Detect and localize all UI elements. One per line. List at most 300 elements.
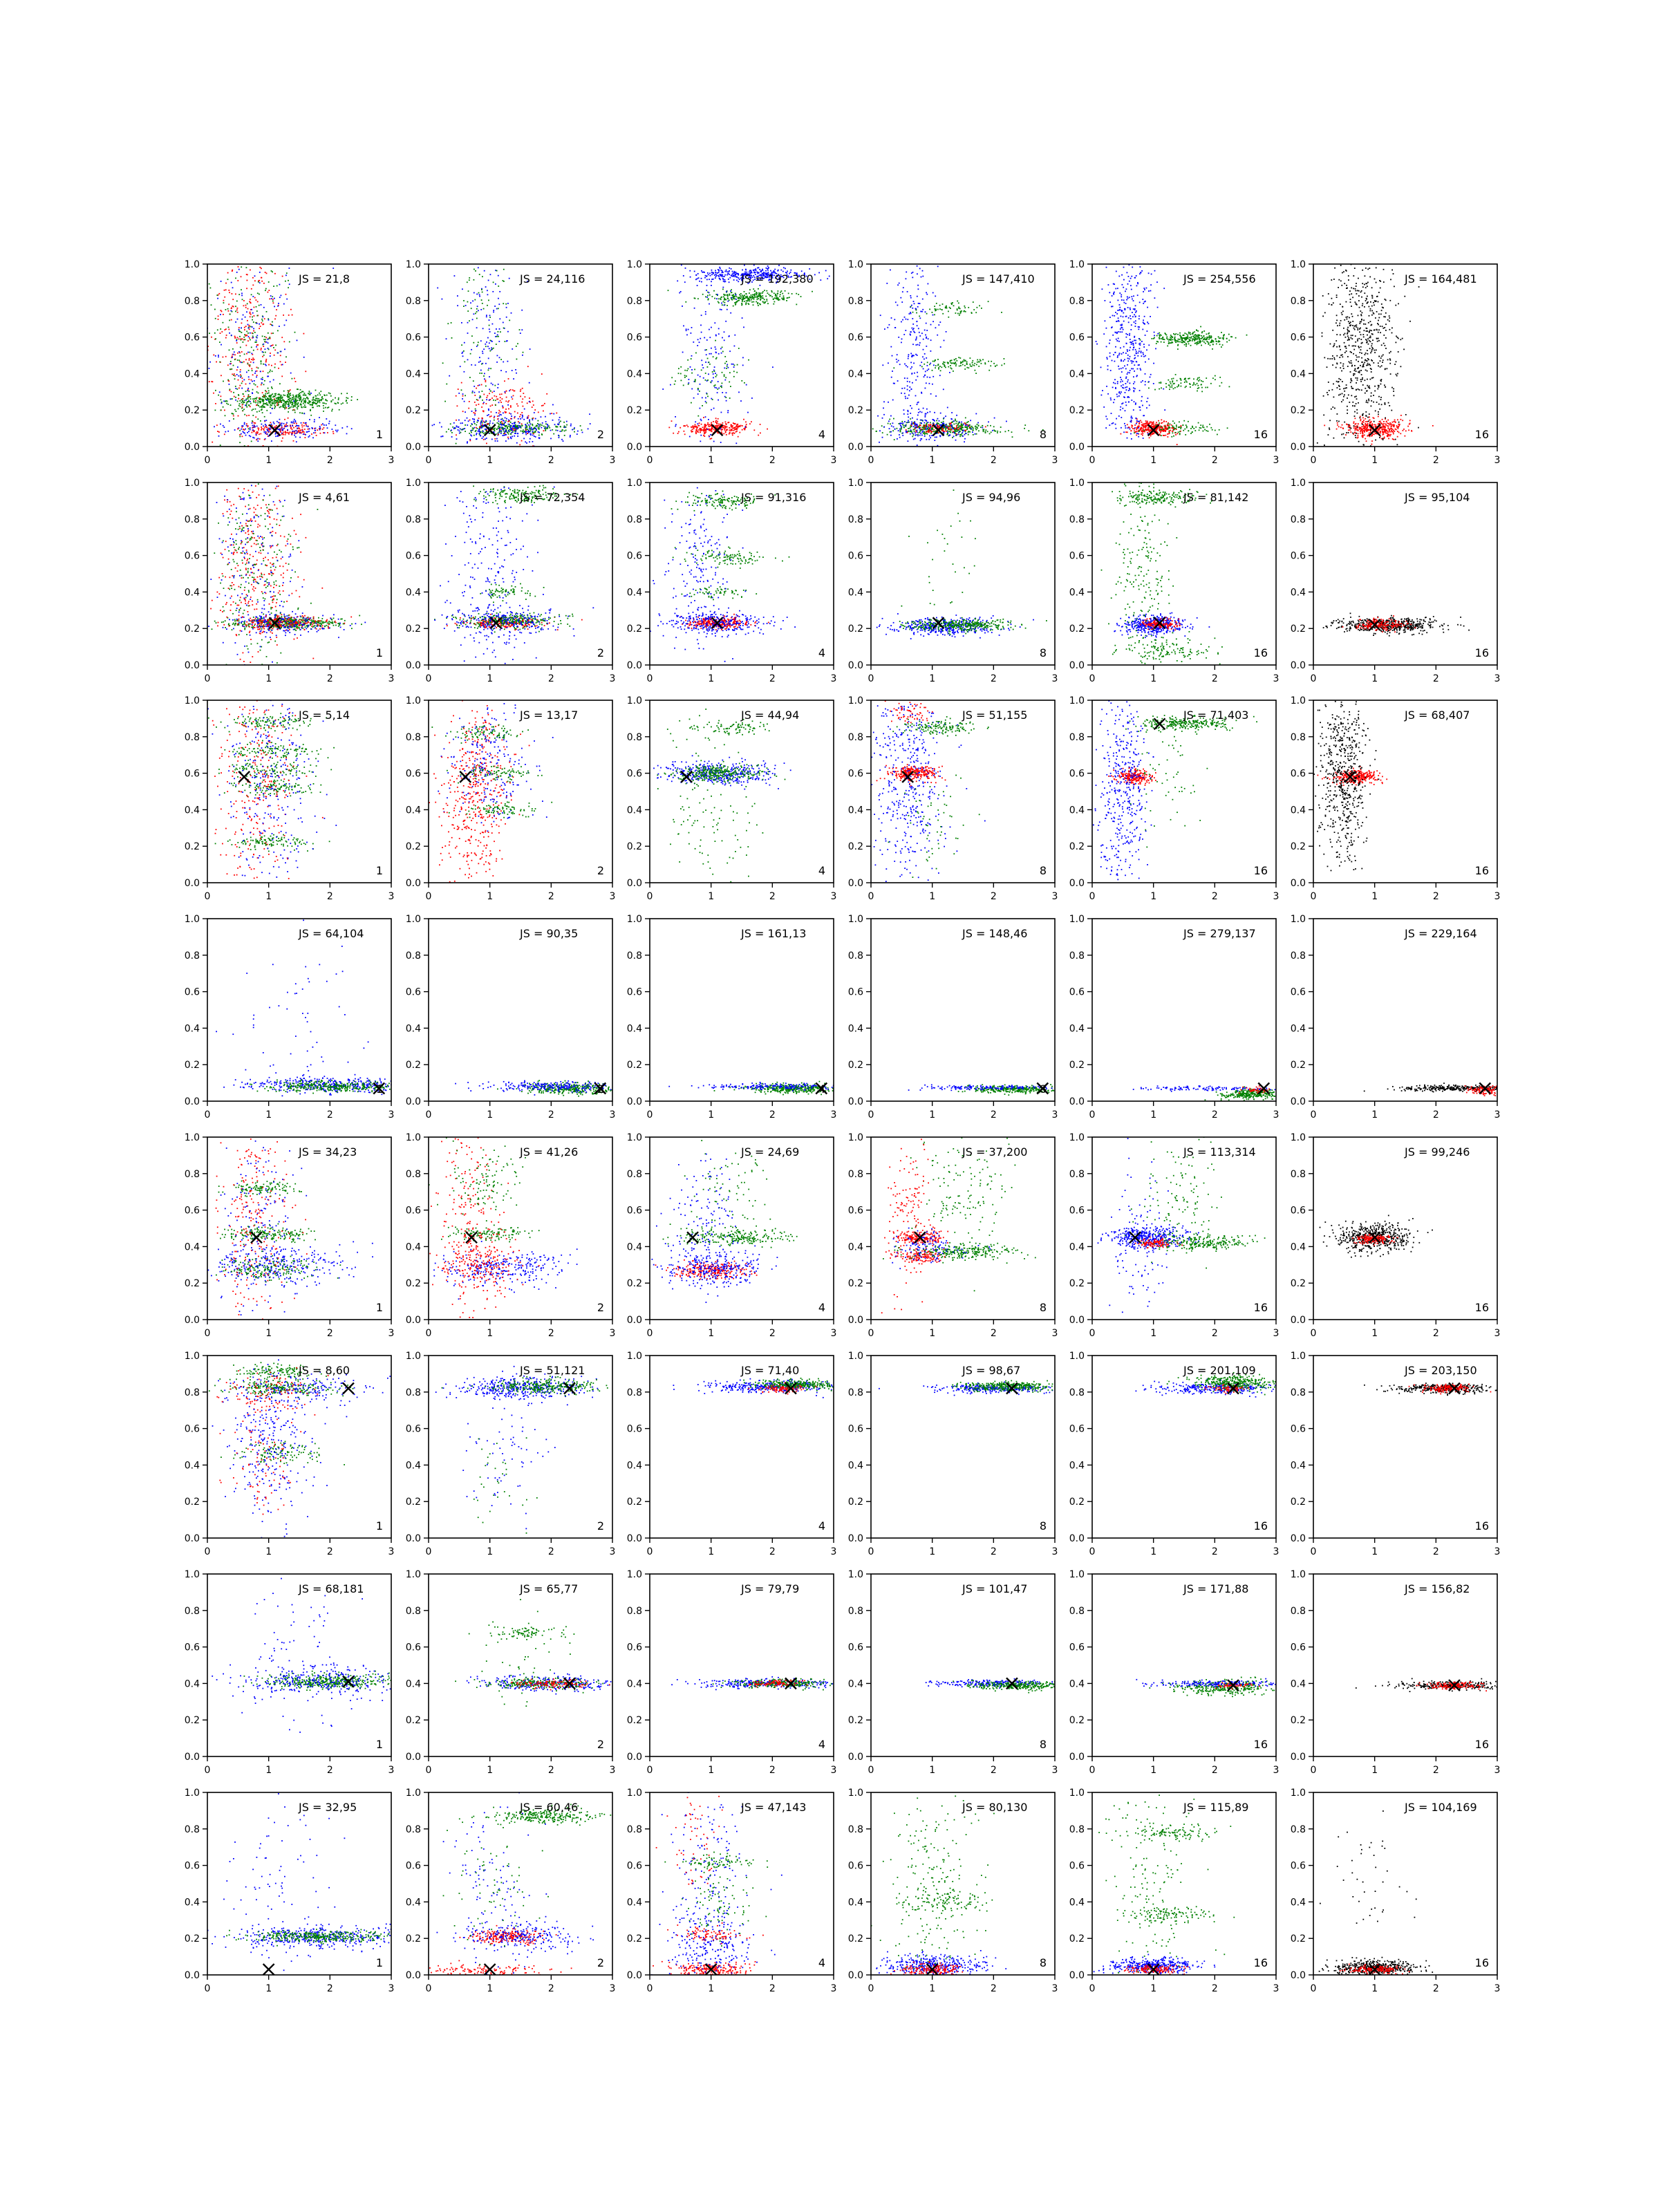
scatter-point <box>256 439 257 440</box>
scatter-point <box>730 386 731 387</box>
scatter-point <box>1132 427 1133 428</box>
scatter-point <box>214 332 216 334</box>
scatter-point <box>324 424 325 426</box>
scatter-point <box>950 361 951 362</box>
scatter-point <box>250 401 251 402</box>
scatter-point <box>951 363 953 364</box>
scatter-point <box>268 393 270 394</box>
scatter-point <box>964 368 966 370</box>
scatter-point <box>479 433 480 434</box>
scatter-point <box>517 433 518 435</box>
scatter-point <box>233 418 234 420</box>
scatter-point <box>695 274 697 276</box>
scatter-point <box>684 370 686 371</box>
scatter-point <box>736 429 738 430</box>
scatter-point <box>503 328 505 329</box>
scatter-point <box>711 438 712 439</box>
scatter-point <box>290 401 292 402</box>
scatter-point <box>697 427 698 428</box>
scatter-point <box>491 392 493 393</box>
scatter-point <box>270 422 272 423</box>
scatter-point <box>317 402 318 403</box>
scatter-point <box>515 369 516 371</box>
scatter-point <box>926 330 928 331</box>
scatter-point <box>485 420 487 422</box>
scatter-point <box>288 399 290 400</box>
scatter-point <box>901 423 902 424</box>
scatter-point <box>887 327 888 328</box>
scatter-point <box>904 364 906 365</box>
scatter-point <box>957 424 959 425</box>
scatter-point <box>662 388 664 390</box>
scatter-point <box>702 272 703 273</box>
scatter-point <box>544 403 545 404</box>
scatter-point <box>894 319 895 320</box>
scatter-point <box>246 288 247 289</box>
scatter-point <box>256 323 258 324</box>
scatter-point <box>321 396 323 397</box>
scatter-point <box>481 373 482 374</box>
scatter-point <box>500 397 501 398</box>
scatter-point <box>545 423 547 424</box>
scatter-point <box>448 429 449 430</box>
scatter-point <box>294 332 296 333</box>
scatter-point <box>333 433 335 434</box>
scatter-point <box>921 412 923 413</box>
scatter-point <box>706 402 707 404</box>
scatter-point <box>254 341 256 343</box>
scatter-point <box>691 332 692 334</box>
scatter-point <box>247 398 249 400</box>
scatter-point <box>263 307 265 308</box>
scatter-point <box>248 328 250 329</box>
scatter-point <box>721 429 722 431</box>
scatter-point <box>932 315 934 316</box>
scatter-point <box>285 404 286 406</box>
scatter-point <box>722 274 723 276</box>
scatter-point <box>890 435 892 436</box>
scatter-point <box>520 332 521 334</box>
scatter-point <box>700 384 701 385</box>
scatter-point <box>979 305 980 306</box>
scatter-point <box>538 429 540 430</box>
scatter-point <box>464 401 465 402</box>
scatter-point <box>245 359 247 360</box>
scatter-point <box>546 393 547 395</box>
scatter-point <box>525 424 527 425</box>
scatter-point <box>566 424 568 426</box>
scatter-point <box>958 426 959 427</box>
scatter-point <box>237 401 238 402</box>
scatter-point <box>955 358 957 359</box>
scatter-point <box>910 418 911 420</box>
scatter-point <box>338 399 339 400</box>
scatter-point <box>724 331 725 332</box>
scatter-point <box>276 421 278 422</box>
scatter-point <box>970 357 971 359</box>
scatter-point <box>293 399 294 400</box>
scatter-point <box>918 303 919 304</box>
scatter-point <box>478 391 480 393</box>
scatter-point <box>907 366 908 368</box>
scatter-point <box>235 397 236 398</box>
scatter-point <box>248 404 250 406</box>
scatter-point <box>985 431 986 433</box>
scatter-point <box>234 354 236 355</box>
scatter-point <box>292 406 294 408</box>
scatter-point <box>679 427 681 429</box>
scatter-point <box>684 433 686 435</box>
scatter-point <box>783 299 785 301</box>
scatter-point <box>220 424 221 425</box>
scatter-point <box>516 425 518 427</box>
scatter-point <box>310 394 311 395</box>
scatter-point <box>292 425 293 427</box>
scatter-point <box>259 282 261 283</box>
scatter-point <box>252 389 254 391</box>
scatter-point <box>682 306 683 307</box>
scatter-point <box>733 298 735 299</box>
scatter-point <box>500 431 502 433</box>
scatter-point <box>978 430 980 431</box>
scatter-point <box>907 413 908 415</box>
scatter-point <box>890 431 891 433</box>
scatter-point <box>274 355 275 356</box>
scatter-point <box>891 317 892 319</box>
scatter-point <box>910 295 911 297</box>
scatter-point <box>886 283 888 284</box>
scatter-point <box>247 340 249 341</box>
scatter-point <box>237 308 238 309</box>
scatter-point <box>916 312 917 314</box>
scatter-point <box>911 423 912 424</box>
x-tick-label: 1 <box>708 455 714 466</box>
scatter-point <box>305 402 306 403</box>
scatter-point <box>271 386 272 388</box>
scatter-point <box>908 422 909 423</box>
scatter-point <box>697 393 699 395</box>
scatter-point <box>927 365 928 366</box>
scatter-point <box>798 294 799 295</box>
scatter-point <box>252 370 253 371</box>
scatter-point <box>929 377 930 378</box>
scatter-point <box>273 422 274 423</box>
scatter-point <box>987 425 988 427</box>
scatter-point <box>482 391 483 392</box>
scatter-point <box>686 330 687 331</box>
scatter-point <box>317 400 319 401</box>
scatter-point <box>908 395 910 396</box>
scatter-point <box>527 366 529 367</box>
scatter-point <box>514 411 516 413</box>
scatter-point <box>708 299 709 301</box>
scatter-point <box>285 274 287 276</box>
scatter-point <box>726 361 727 362</box>
scatter-point <box>956 415 957 416</box>
scatter-point <box>932 384 933 385</box>
scatter-point <box>310 415 312 416</box>
scatter-point <box>251 288 252 290</box>
scatter-point <box>724 368 725 369</box>
scatter-point <box>269 337 270 338</box>
scatter-point <box>958 433 959 435</box>
scatter-point <box>694 308 695 309</box>
scatter-point <box>958 308 959 309</box>
scatter-point <box>502 423 503 424</box>
scatter-point <box>697 278 698 279</box>
scatter-point <box>265 396 267 397</box>
scatter-point <box>256 411 258 413</box>
scatter-point <box>729 294 730 295</box>
scatter-point <box>256 391 258 393</box>
scatter-point <box>235 321 236 323</box>
scatter-point <box>938 367 939 368</box>
scatter-point <box>283 395 284 396</box>
scatter-point <box>496 433 497 435</box>
scatter-point <box>691 402 692 404</box>
scatter-point <box>946 308 948 309</box>
scatter-point <box>315 403 317 404</box>
scatter-point <box>729 277 731 279</box>
scatter-point <box>517 405 518 406</box>
scatter-point <box>563 422 565 423</box>
scatter-point <box>702 294 704 295</box>
scatter-point <box>955 362 956 363</box>
scatter-point <box>463 350 465 352</box>
scatter-point <box>726 427 727 428</box>
scatter-point <box>285 320 287 321</box>
scatter-point <box>921 438 922 440</box>
scatter-point <box>934 314 935 315</box>
scatter-point <box>248 376 250 377</box>
scatter-point <box>734 298 735 299</box>
scatter-point <box>474 427 475 429</box>
scatter-point <box>262 392 263 393</box>
scatter-point <box>312 402 313 403</box>
scatter-point <box>299 398 300 400</box>
scatter-point <box>981 363 982 364</box>
scatter-point <box>270 346 272 347</box>
scatter-point <box>908 422 910 423</box>
scatter-point <box>904 393 906 394</box>
scatter-point <box>557 424 559 425</box>
scatter-point <box>706 290 707 291</box>
scatter-point <box>898 430 899 431</box>
scatter-point <box>490 340 491 341</box>
scatter-point <box>477 306 478 307</box>
scatter-point <box>948 317 949 318</box>
scatter-point <box>285 294 287 295</box>
scatter-point <box>542 422 543 424</box>
scatter-point <box>919 316 920 317</box>
scatter-point <box>914 431 915 432</box>
scatter-point <box>265 393 266 395</box>
scatter-point <box>526 427 527 428</box>
scatter-point <box>725 427 727 429</box>
scatter-point <box>469 279 470 281</box>
scatter-point <box>269 371 270 373</box>
scatter-point <box>234 396 235 397</box>
scatter-point <box>566 421 568 422</box>
scatter-point <box>241 338 243 339</box>
scatter-point <box>257 438 259 440</box>
scatter-point <box>917 427 919 428</box>
scatter-point <box>247 432 248 433</box>
scatter-point <box>977 307 978 308</box>
scatter-point <box>236 340 237 341</box>
scatter-point <box>490 406 491 407</box>
scatter-point <box>308 403 310 404</box>
scatter-point <box>724 299 725 301</box>
scatter-point <box>951 412 953 413</box>
scatter-point <box>279 419 281 420</box>
scatter-point <box>213 355 214 356</box>
scatter-point <box>724 271 726 272</box>
scatter-point <box>745 422 747 423</box>
scatter-point <box>570 425 572 427</box>
scatter-point <box>697 273 699 274</box>
scatter-point <box>279 284 281 285</box>
scatter-point <box>910 388 912 390</box>
scatter-point <box>264 397 265 398</box>
scatter-point <box>952 437 953 438</box>
scatter-point <box>247 352 249 353</box>
scatter-point <box>245 345 247 346</box>
scatter-point <box>697 425 699 427</box>
scatter-point <box>997 431 998 432</box>
scatter-point <box>463 306 465 307</box>
scatter-point <box>476 346 478 347</box>
scatter-point <box>701 315 702 316</box>
scatter-point <box>472 429 474 431</box>
scatter-point <box>527 433 528 434</box>
scatter-point <box>982 359 984 360</box>
scatter-point <box>912 318 913 319</box>
scatter-point <box>994 418 995 419</box>
scatter-point <box>521 329 523 330</box>
scatter-point <box>301 422 302 424</box>
scatter-point <box>904 388 906 389</box>
scatter-point <box>477 428 478 429</box>
scatter-point <box>905 397 906 399</box>
scatter-point <box>678 368 679 369</box>
scatter-point <box>534 409 536 411</box>
scatter-point <box>944 362 946 364</box>
scatter-point <box>924 422 926 424</box>
scatter-point <box>505 420 507 422</box>
scatter-point <box>504 431 505 433</box>
scatter-point <box>331 411 332 412</box>
scatter-point <box>491 341 493 342</box>
scatter-point <box>766 299 767 300</box>
scatter-point <box>265 398 266 400</box>
scatter-point <box>528 415 529 417</box>
scatter-point <box>221 395 222 397</box>
scatter-point <box>562 429 563 431</box>
scatter-point <box>288 433 290 435</box>
scatter-point <box>1004 358 1005 359</box>
scatter-point <box>517 435 518 437</box>
scatter-point <box>929 364 930 365</box>
scatter-point <box>941 422 942 423</box>
scatter-point <box>487 395 488 397</box>
scatter-point <box>749 301 751 302</box>
scatter-point <box>902 424 903 425</box>
scatter-point <box>1134 431 1135 432</box>
scatter-point <box>499 328 500 330</box>
scatter-point <box>326 418 327 420</box>
scatter-point <box>232 348 234 350</box>
scatter-point <box>263 395 265 397</box>
scatter-point <box>717 426 718 427</box>
scatter-point <box>910 297 912 299</box>
scatter-point <box>890 423 891 424</box>
scatter-point <box>919 344 920 346</box>
scatter-point <box>288 315 290 316</box>
scatter-point <box>239 430 241 431</box>
scatter-point <box>250 339 251 341</box>
scatter-point <box>270 353 271 354</box>
scatter-point <box>259 324 260 325</box>
scatter-point <box>313 432 315 433</box>
scatter-point <box>907 319 908 320</box>
scatter-point <box>223 406 224 408</box>
scatter-point <box>897 428 898 429</box>
scatter-point <box>1127 431 1128 433</box>
scatter-point <box>264 341 265 342</box>
scatter-point <box>294 431 295 432</box>
scatter-point <box>708 419 709 420</box>
scatter-point <box>283 431 285 433</box>
scatter-point <box>256 426 258 427</box>
scatter-point <box>534 428 536 429</box>
scatter-point <box>281 337 283 338</box>
scatter-point <box>926 426 928 427</box>
x-tick-label: 1 <box>265 455 272 466</box>
scatter-point <box>948 311 949 312</box>
scatter-point <box>263 402 265 404</box>
scatter-point <box>250 398 252 400</box>
scatter-point <box>746 293 747 294</box>
scatter-point <box>1147 421 1148 422</box>
scatter-point <box>534 435 535 437</box>
scatter-point <box>235 278 236 279</box>
scatter-point <box>480 309 482 310</box>
scatter-point <box>266 311 268 312</box>
scatter-point <box>271 424 272 425</box>
scatter-point <box>913 439 915 440</box>
scatter-point <box>310 393 312 394</box>
scatter-point <box>766 290 767 292</box>
scatter-point <box>262 320 263 321</box>
scatter-point <box>297 409 298 410</box>
scatter-point <box>770 295 771 297</box>
scatter-point <box>503 435 505 436</box>
scatter-point <box>297 431 298 433</box>
scatter-point <box>236 339 238 340</box>
scatter-point <box>332 268 334 269</box>
scatter-point <box>264 318 265 319</box>
scatter-point <box>357 399 358 400</box>
scatter-point <box>507 437 509 438</box>
scatter-point <box>252 333 254 335</box>
scatter-point <box>928 338 929 339</box>
scatter-point <box>462 353 463 354</box>
scatter-point <box>710 438 711 440</box>
scatter-point <box>889 419 890 420</box>
scatter-point <box>498 285 499 287</box>
scatter-point <box>505 303 507 305</box>
